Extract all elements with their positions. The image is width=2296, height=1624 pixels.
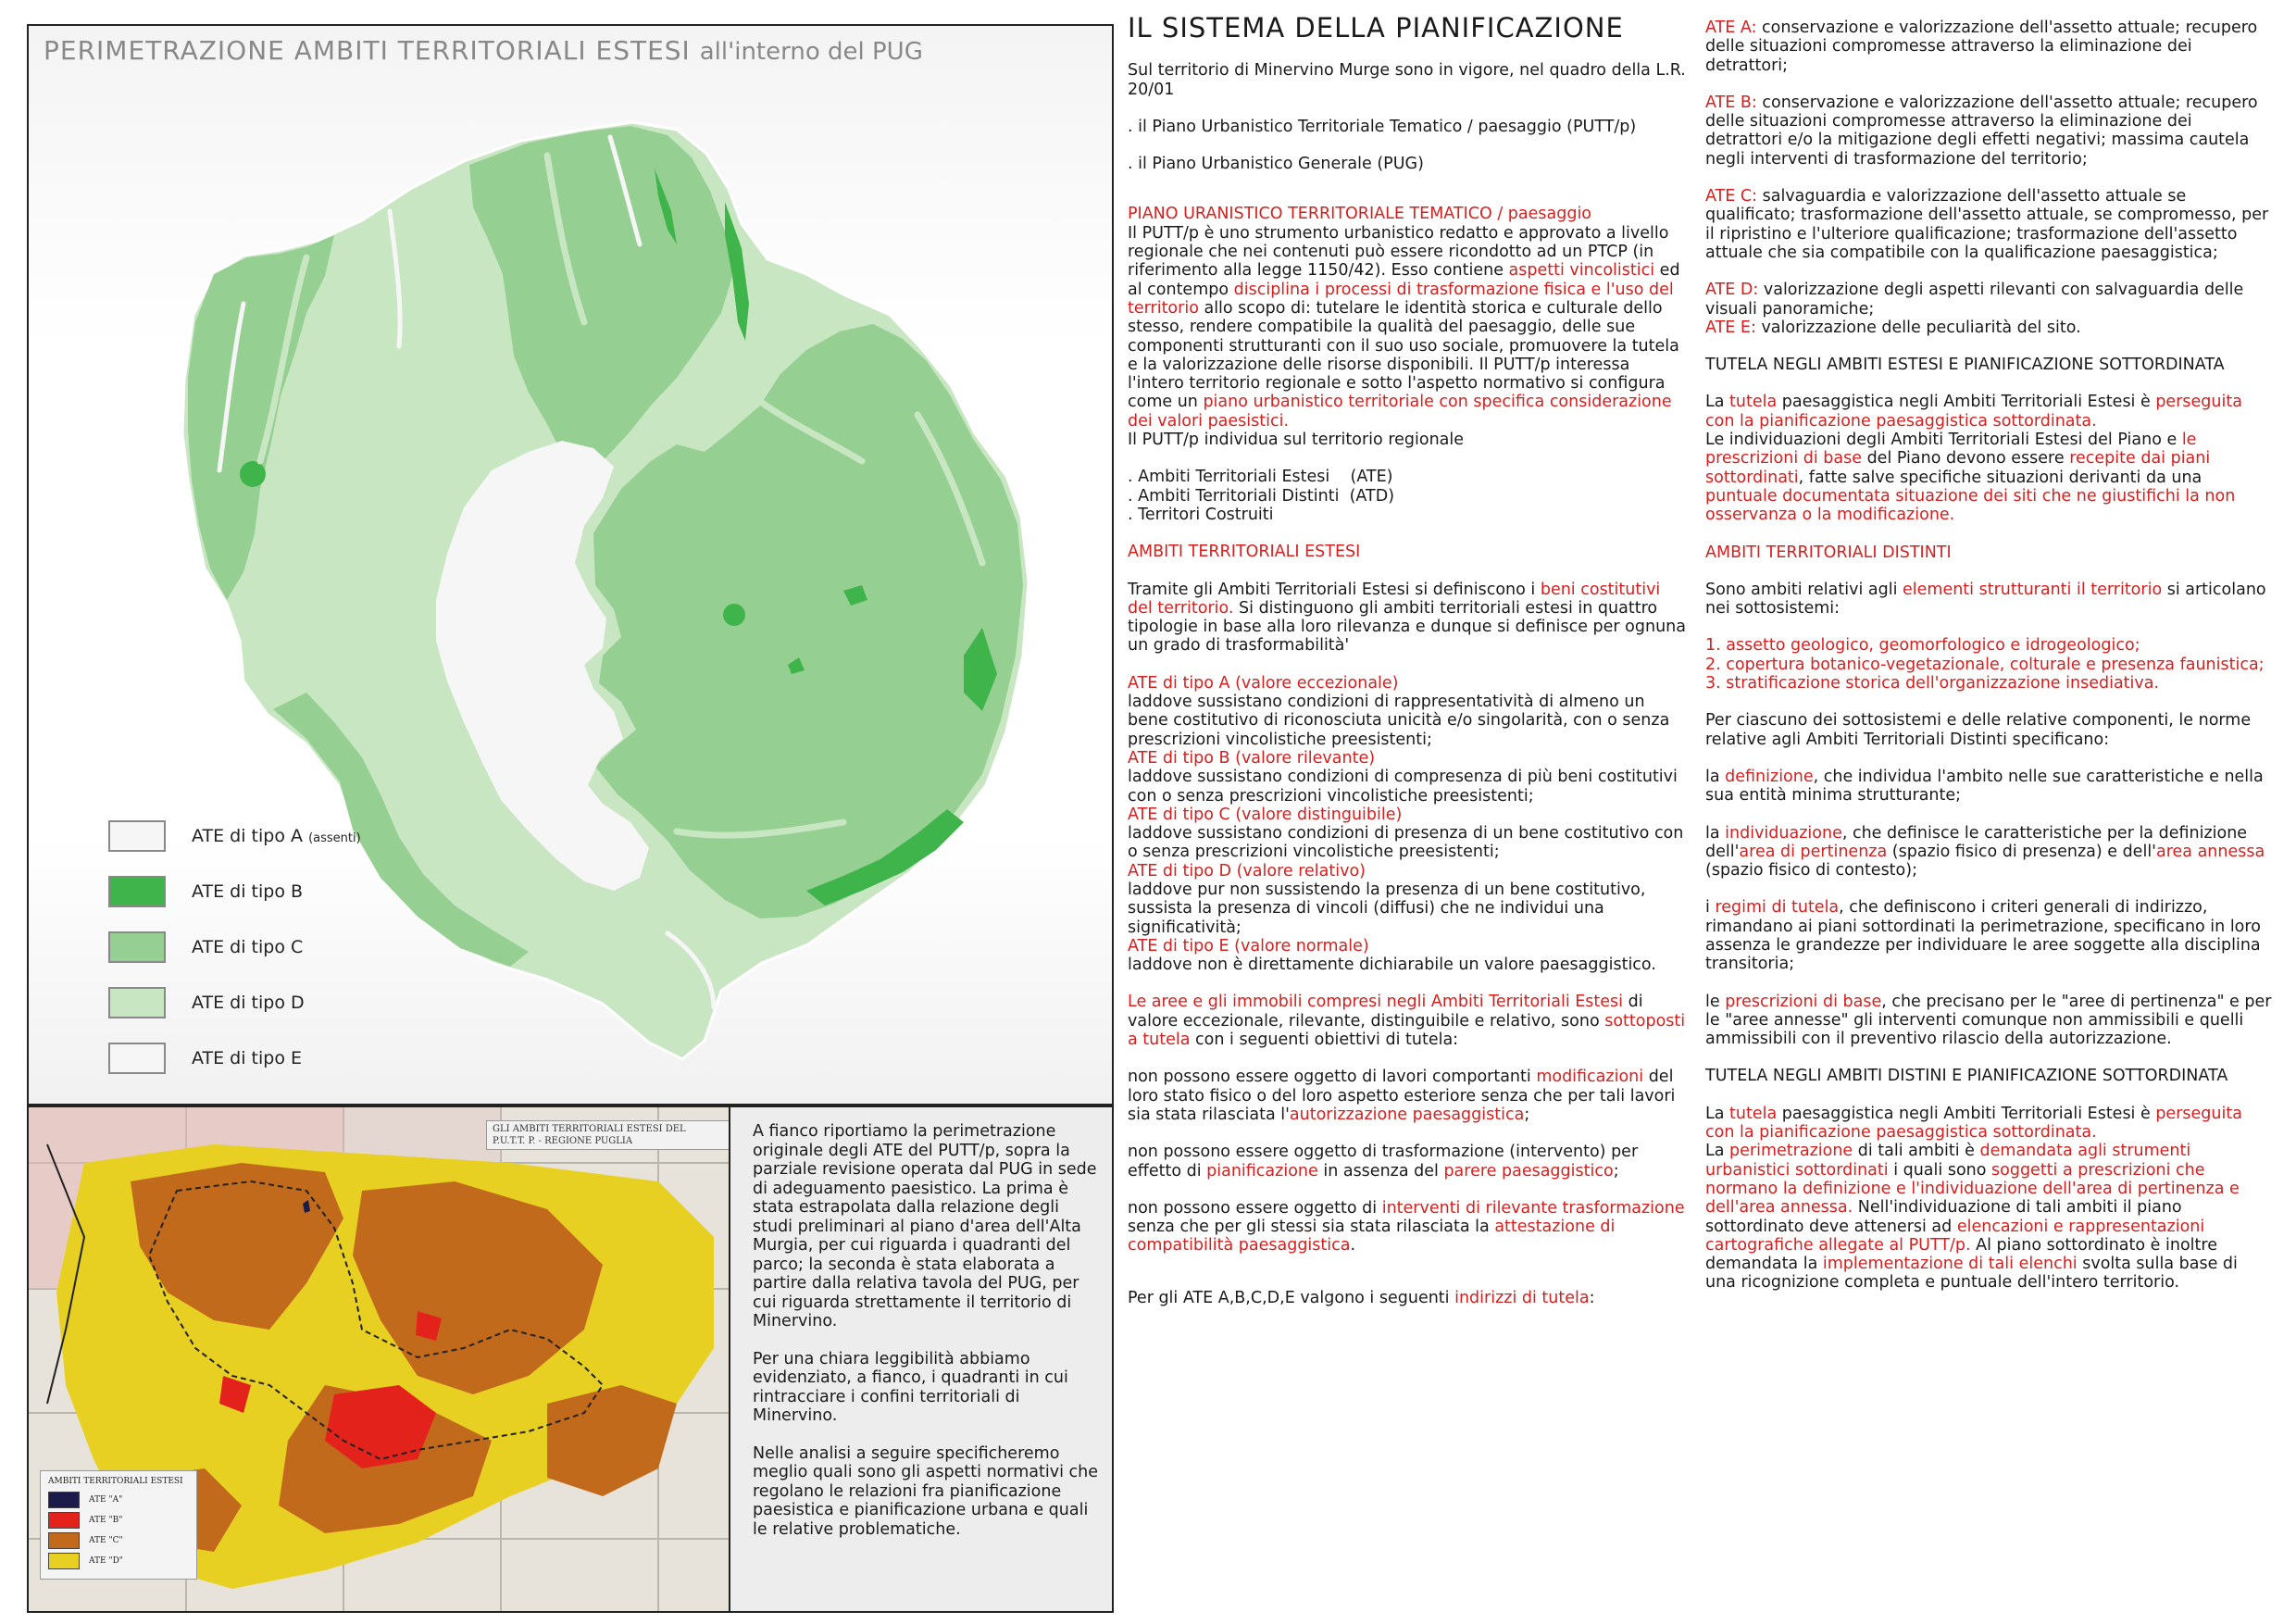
legend-item-ate-a	[108, 820, 361, 852]
tipo-d-heading: ATE di tipo D (valore relativo)	[1128, 861, 1366, 881]
sottosistema-2: 2. copertura botanico-vegetazionale, colturale e presenza faunistica;	[1705, 655, 2265, 674]
inset-legend-swatch-c	[48, 1532, 80, 1549]
objective-2: non possono essere oggetto di trasformazione (intervento) per effetto di pianificazione in assenza del parere paesaggistico;	[1128, 1143, 1639, 1181]
inset-legend-label-c: ATE "C"	[89, 1536, 123, 1545]
prescrizioni-paragraph: le prescrizioni di base, che precisano per le "aree di pertinenza" e per le "aree annesse" gli interventi comunque non ammissibili e quelli ammissibili con il preventivo rilascio della autorizzazione.	[1705, 992, 2272, 1049]
ambiti-list-atd: . Ambiti Territoriali Distinti (ATD)	[1128, 486, 1395, 506]
inset-legend	[40, 1470, 197, 1580]
inset-legend-label-b: ATE "B"	[89, 1516, 123, 1525]
regimi-paragraph: i regimi di tutela, che definiscono i criteri generali di indirizzo, rimandano ai piani sottordinati la perimetrazione, specificano in loro assenza le grandezze per individuare le aree soggette alla disciplina transitoria;	[1705, 898, 2261, 974]
individuazione-paragraph: la individuazione, che definisce le caratteristiche per la definizione dell'area di pertinenza (spazio fisico di presenza) e dell'area annessa (spazio fisico di contesto);	[1705, 823, 2265, 881]
legend-swatch-ate-c	[108, 931, 166, 963]
ate-heading: AMBITI TERRITORIALI ESTESI	[1128, 543, 1361, 562]
legend-swatch-ate-b	[108, 876, 166, 907]
legend-swatch-ate-d	[108, 987, 166, 1018]
putt-individua: Il PUTT/p individua sul territorio regionale	[1128, 431, 1465, 450]
map-title	[44, 35, 923, 66]
legend-label-ate-c: ATE di tipo C	[192, 937, 304, 957]
sottosistema-1: 1. assetto geologico, geomorfologico e idrogeologico;	[1705, 636, 2140, 656]
legend-item-ate-c	[108, 931, 303, 963]
legend-swatch-ate-e	[108, 1043, 166, 1074]
map-title-suffix: all'interno del PUG	[699, 38, 923, 66]
indirizzo-ate-c: ATE C: salvaguardia e valorizzazione dell'assetto attuale se qualificato; trasformazione dell'assetto attuale, se compromesso, per il ripristino e l'ulteriore qualificazione; trasformazione dell'assetto attuale che sia compatibile con la qualificazione paesaggistica;	[1705, 187, 2269, 262]
indirizzo-ate-e: ATE E: valorizzazione delle peculiarità del sito.	[1705, 318, 2081, 337]
inset-caption	[730, 1106, 1114, 1613]
legend-label-ate-a: ATE di tipo A (assenti)	[192, 826, 361, 846]
indirizzo-ate-a: ATE A: conservazione e valorizzazione dell'assetto attuale; recupero delle situazioni compromesse attraverso la eliminazione dei detrattori;	[1705, 19, 2258, 75]
legend-swatch-ate-a	[108, 820, 166, 852]
tipo-e-text: laddove non è direttamente dichiarabile un valore paesaggistico.	[1128, 956, 1656, 975]
inset-legend-label-d: ATE "D"	[89, 1556, 123, 1566]
text-column-right	[1705, 19, 2272, 1311]
aree-paragraph: Le aree e gli immobili compresi negli Ambiti Territoriali Estesi di valore eccezionale, rilevante, distinguibile e relativo, sono sottoposti a tutela con i seguenti obiettivi di tutela:	[1128, 993, 1686, 1050]
tutela-estesi-paragraph: La tutela paesaggistica negli Ambiti Territoriali Estesi è perseguita con la pianificazione paesaggistica sottordinata. Le individuazioni degli Ambiti Territoriali Estesi del Piano e le prescrizioni di base del Piano devono essere recepite dai piani sottordinati, fatte salve specifiche situazioni derivanti da una puntuale documentata situazione dei siti che ne giustifichi la non osservanza o la modificazione.	[1705, 393, 2242, 525]
inset-legend-item-a	[48, 1492, 189, 1508]
tutela-distinti-paragraph: La tutela paesaggistica negli Ambiti Territoriali Estesi è perseguita con la pianificazione paesaggistica sottordinata. La perimetrazione di tali ambiti è demandata agli strumenti urbanistici sottordinati i quali sono soggetti a prescrizioni che normano la definizione e l'individuazione dell'area di pertinenza e dell'area annessa. Nell'individuazione di tali ambiti il piano sottordinato deve attenersi ad elencazioni e rappresentazioni cartografiche allegate al PUTT/p. Al piano sottordinato è inoltre demandata la implementazione di tali elenchi svolta sulla base di una ricognizione completa e puntuale dell'intero territorio.	[1705, 1104, 2242, 1293]
atd-paragraph: Sono ambiti relativi agli elementi strutturanti il territorio si articolano nei sottosistemi:	[1705, 580, 2266, 618]
inset-legend-swatch-b	[48, 1512, 80, 1529]
tipo-c-heading: ATE di tipo C (valore distinguibile)	[1128, 805, 1403, 824]
tipo-a-heading: ATE di tipo A (valore eccezionale)	[1128, 673, 1399, 693]
inset-legend-title: AMBITI TERRITORIALI ESTESI	[48, 1477, 183, 1486]
inset-caption-p3: Nelle analisi a seguire specificheremo meglio quali sono gli aspetti normativi che regolano le relazioni fra pianificazione paesistica e pianificazione urbana e quali le relative problematiche.	[753, 1443, 1099, 1539]
indirizzo-ate-b: ATE B: conservazione e valorizzazione dell'assetto attuale; recupero delle situazioni compromesse attraverso la eliminazione dei detrattori e/o la mitigazione degli effetti negativi; massima cautela negli interventi di trasformazione del territorio;	[1705, 93, 2258, 169]
definizione-paragraph: la definizione, che individua l'ambito nelle sue caratteristiche e nella sua entità minima strutturante;	[1705, 767, 2264, 806]
main-heading: IL SISTEMA DELLA PIANIFICAZIONE	[1128, 12, 1624, 44]
tipo-d-text: laddove pur non sussistendo la presenza di un bene costitutivo, sussista la presenza di vincoli (diffusi) che ne individui una significatività;	[1128, 880, 1646, 937]
legend-item-ate-b	[108, 876, 303, 907]
legend-label-ate-b: ATE di tipo B	[192, 881, 304, 902]
ambiti-list-ate: . Ambiti Territoriali Estesi (ATE)	[1128, 468, 1393, 487]
text-column-middle	[1128, 12, 1687, 1326]
inset-title-line1: GLI AMBITI TERRITORIALI ESTESI DEL	[493, 1124, 686, 1134]
putt-heading: PIANO URANISTICO TERRITORIALE TEMATICO / paesaggio	[1128, 205, 1592, 224]
inset-legend-item-d	[48, 1553, 189, 1569]
plan-list-item-pug: . il Piano Urbanistico Generale (PUG)	[1128, 155, 1424, 174]
tipo-a-text: laddove sussistano condizioni di rappresentatività di almeno un bene costitutivo di riconosciuta unicità e/o singolarità, con o senza prescrizioni vincolistiche preesistenti;	[1128, 693, 1670, 749]
objective-3: non possono essere oggetto di interventi di rilevante trasformazione senza che per gli stessi sia stata rilasciata la attestazione di compatibilità paesaggistica.	[1128, 1198, 1685, 1255]
sottosistema-3: 3. stratificazione storica dell'organizzazione insediativa.	[1705, 674, 2160, 693]
legend-item-ate-e	[108, 1043, 302, 1074]
inset-legend-item-b	[48, 1512, 189, 1529]
tipo-e-heading: ATE di tipo E (valore normale)	[1128, 936, 1369, 956]
legend-item-ate-d	[108, 987, 305, 1018]
objective-1: non possono essere oggetto di lavori comportanti modificazioni del loro stato fisico o del loro aspetto esteriore senza che per tali lavori sia stata rilasciata l'autorizzazione paesaggistica;	[1128, 1068, 1676, 1124]
inset-legend-swatch-a	[48, 1492, 80, 1508]
inset-caption-p2: Per una chiara leggibilità abbiamo evidenziato, a fianco, i quadranti in cui rintracciare i confini territoriali di Minervino.	[753, 1349, 1068, 1425]
legend-label-ate-d: ATE di tipo D	[192, 993, 305, 1013]
ate-paragraph: Tramite gli Ambiti Territoriali Estesi si definiscono i beni costitutivi del territorio. Si distinguono gli ambiti territoriali estesi in quattro tipologie in base alla loro rilevanza e dunque si definisce per ognuna un grado di trasformabilità'	[1128, 580, 1686, 656]
ambiti-list-territori: . Territori Costruiti	[1128, 505, 1274, 524]
inset-legend-swatch-d	[48, 1553, 80, 1569]
inset-title	[486, 1120, 730, 1150]
inset-caption-p1: A fianco riportiamo la perimetrazione originale degli ATE del PUTT/p, sopra la parziale revisione operata dal PUG in sede di adeguamento paesistico. La prima è stata estrapolata dalla relazione degli studi preliminari al piano d'area dell'Alta Murgia, per cui riguarda i quadranti del parco; la seconda è stata elaborata a partire dalla relativa tavola del PUG, per cui riguarda strettamente il territorio di Minervino.	[753, 1122, 1097, 1330]
putt-paragraph: Il PUTT/p è uno strumento urbanistico redatto e approvato a livello regionale che nei contenuti può essere ricondotto ad un PTCP (in riferimento alla legge 1150/42). Esso contiene aspetti vincolistici ed al contempo disciplina i processi di trasformazione fisica e l'uso del territorio allo scopo di: tutelare le identità storica e culturale dello stesso, rendere compatibile la qualità del paesaggio, delle sue componenti strutturanti con il suo uso sociale, promuovere la tutela e la valorizzazione delle risorse disponibili. Il PUTT/p interessa l'intero territorio regionale e sotto l'aspetto normativo si configura come un piano urbanistico territoriale con specifica considerazione dei valori paesistici.	[1128, 223, 1680, 431]
inset-title-line2: P.U.T.T. P. - REGIONE PUGLIA	[493, 1136, 633, 1146]
map-panel	[27, 24, 1114, 1106]
tipo-b-heading: ATE di tipo B (valore rilevante)	[1128, 748, 1376, 768]
map-title-main: PERIMETRAZIONE AMBITI TERRITORIALI ESTESI	[44, 35, 691, 66]
intro-text: Sul territorio di Minervino Murge sono in vigore, nel quadro della L.R. 20/01	[1128, 61, 1686, 99]
indirizzi-intro: Per gli ATE A,B,C,D,E valgono i seguenti indirizzi di tutela:	[1128, 1288, 1595, 1307]
tipo-c-text: laddove sussistano condizioni di presenza di un bene costitutivo con o senza prescrizioni vincolistiche preesistenti;	[1128, 824, 1684, 862]
inset-legend-label-a: ATE "A"	[89, 1495, 123, 1505]
indirizzo-ate-d: ATE D: valorizzazione degli aspetti rilevanti con salvaguardia delle visuali panoramiche;	[1705, 281, 2244, 319]
inset-map	[27, 1106, 730, 1613]
plan-list-item-putt: . il Piano Urbanistico Territoriale Tematico / paesaggio (PUTT/p)	[1128, 117, 1637, 136]
legend-label-ate-e: ATE di tipo E	[192, 1048, 303, 1068]
tutela-distinti-heading: TUTELA NEGLI AMBITI DISTINI E PIANIFICAZIONE SOTTORDINATA	[1705, 1067, 2228, 1086]
tipo-b-text: laddove sussistano condizioni di compresenza di più beni costitutivi con o senza prescrizioni vincolistiche preesistenti;	[1128, 768, 1678, 806]
atd-heading: AMBITI TERRITORIALI DISTINTI	[1705, 543, 1952, 562]
tutela-estesi-heading: TUTELA NEGLI AMBITI ESTESI E PIANIFICAZIONE SOTTORDINATA	[1705, 356, 2225, 375]
inset-legend-item-c	[48, 1532, 189, 1549]
per-ciascuno-paragraph: Per ciascuno dei sottosistemi e delle relative componenti, le norme relative agli Ambiti Territoriali Distinti specificano:	[1705, 711, 2252, 749]
